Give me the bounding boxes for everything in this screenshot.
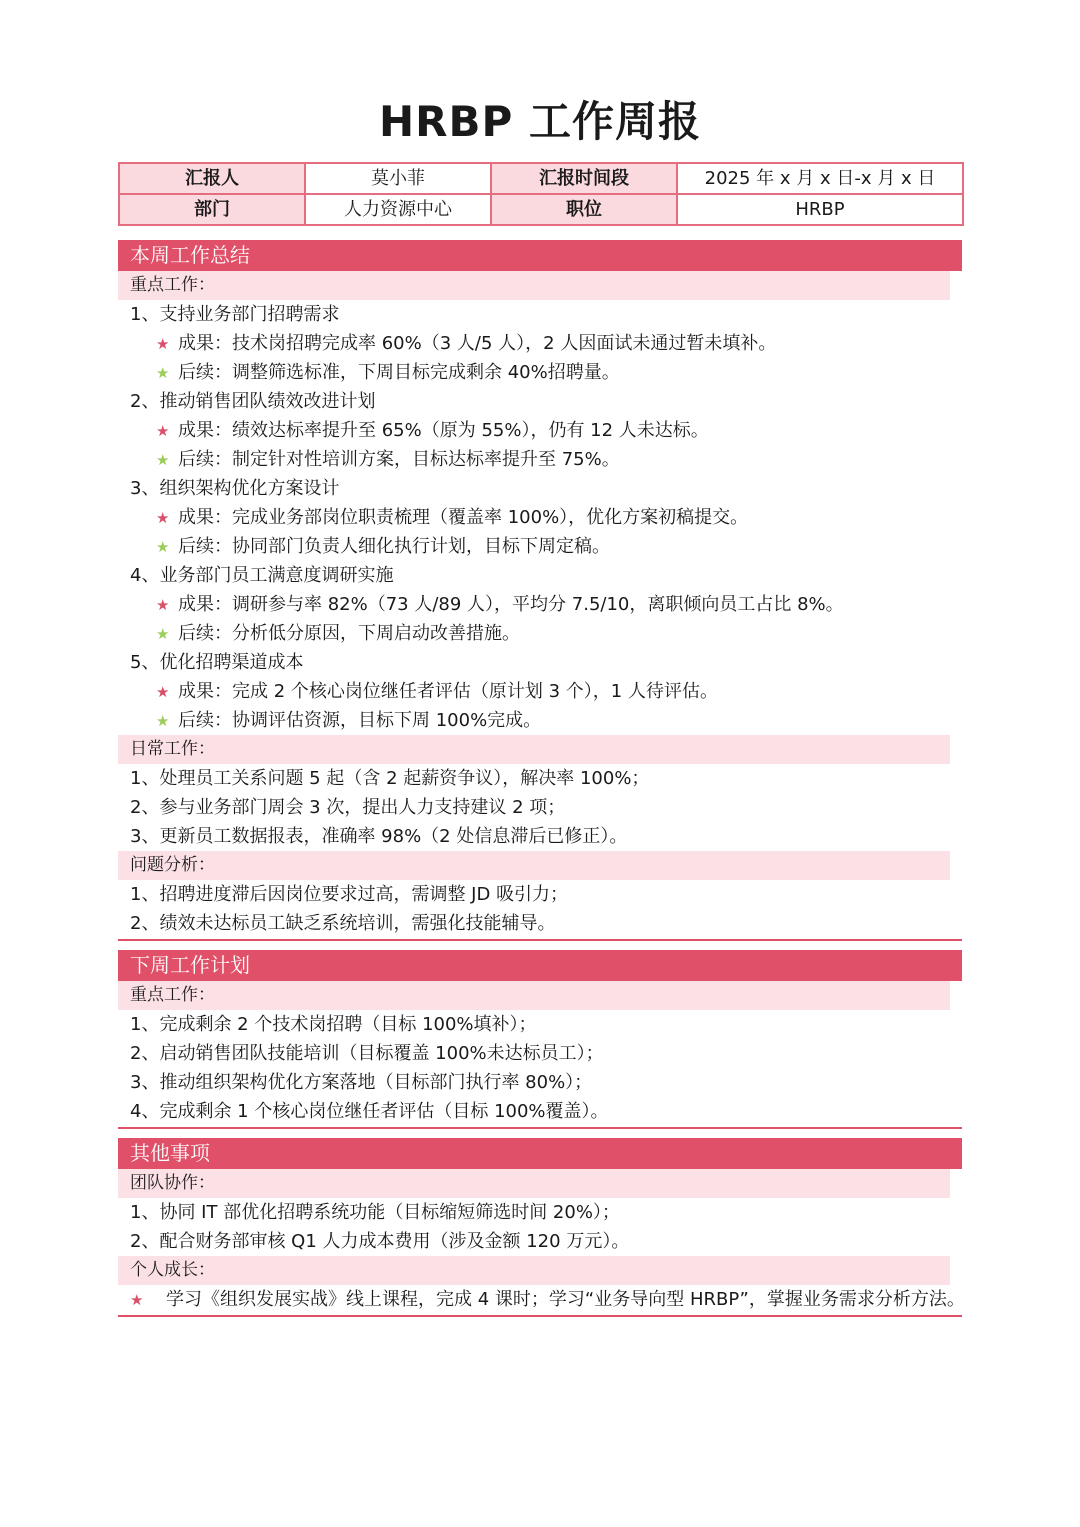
summary-item-result — [118, 503, 962, 532]
daily-label: 日常工作： — [118, 735, 950, 764]
result-text: 成果：完成业务部岗位职责梳理（覆盖率 100%），优化方案初稿提交。 — [178, 507, 749, 528]
star-icon: ★ — [156, 451, 170, 469]
plan-key-label: 重点工作： — [118, 981, 950, 1010]
star-icon: ★ — [156, 364, 170, 382]
summary-item-follow — [118, 619, 962, 648]
section-divider — [118, 1314, 962, 1317]
result-text: 成果：绩效达标率提升至 65%（原为 55%），仍有 12 人未达标。 — [178, 420, 709, 441]
follow-text: 后续：调整筛选标准，下周目标完成剩余 40%招聘量。 — [178, 362, 620, 383]
team-item: 2、配合财务部审核 Q1 人力成本费用（涉及金额 120 万元）。 — [130, 1231, 630, 1252]
star-icon: ★ — [130, 1291, 144, 1309]
growth-label: 个人成长： — [118, 1256, 950, 1285]
follow-text: 后续：协调评估资源，目标下周 100%完成。 — [178, 710, 542, 731]
issue-item: 2、绩效未达标员工缺乏系统培训，需强化技能辅导。 — [130, 913, 556, 934]
star-icon: ★ — [156, 712, 170, 730]
plan-item: 4、完成剩余 1 个核心岗位继任者评估（目标 100%覆盖）。 — [130, 1101, 609, 1122]
plan-item: 2、启动销售团队技能培训（目标覆盖 100%未达标员工）； — [130, 1043, 604, 1064]
dept-value: 人力资源中心 — [305, 194, 491, 225]
team-item: 1、协同 IT 部优化招聘系统功能（目标缩短筛选时间 20%）； — [130, 1202, 620, 1223]
summary-item-result — [118, 677, 962, 706]
daily-item: 3、更新员工数据报表，准确率 98%（2 处信息滞后已修正）。 — [130, 826, 628, 847]
other-section-header: 其他事项 — [118, 1138, 962, 1169]
issue-item: 1、招聘进度滞后因岗位要求过高，需调整 JD 吸引力； — [130, 884, 569, 905]
daily-item: 1、处理员工关系问题 5 起（含 2 起薪资争议），解决率 100%； — [130, 768, 650, 789]
summary-item-follow — [118, 532, 962, 561]
summary-item-title: 3、组织架构优化方案设计 — [130, 478, 340, 499]
reporter-value: 莫小菲 — [305, 163, 491, 194]
report-content — [118, 240, 965, 1326]
star-icon: ★ — [156, 596, 170, 614]
follow-text: 后续：制定针对性培训方案，目标达标率提升至 75%。 — [178, 449, 620, 470]
summary-item-follow — [118, 358, 962, 387]
star-icon: ★ — [156, 625, 170, 643]
position-label: 职位 — [491, 194, 677, 225]
plan-item: 1、完成剩余 2 个技术岗招聘（目标 100%填补）； — [130, 1014, 537, 1035]
period-label: 汇报时间段 — [491, 163, 677, 194]
growth-text: 学习《组织发展实战》线上课程，完成 4 课时；学习“业务导向型 HRBP”，掌握业务需求分析方法。 — [166, 1289, 965, 1310]
summary-item-title: 2、推动销售团队绩效改进计划 — [130, 391, 376, 412]
daily-item: 2、参与业务部门周会 3 次，提出人力支持建议 2 项； — [130, 797, 566, 818]
summary-item-result — [118, 329, 962, 358]
summary-section-header: 本周工作总结 — [118, 240, 962, 271]
plan-item: 3、推动组织架构优化方案落地（目标部门执行率 80%）； — [130, 1072, 593, 1093]
summary-item-result — [118, 416, 962, 445]
follow-text: 后续：分析低分原因，下周启动改善措施。 — [178, 623, 520, 644]
info-table — [118, 162, 964, 226]
result-text: 成果：技术岗招聘完成率 60%（3 人/5 人），2 人因面试未通过暂未填补。 — [178, 333, 777, 354]
section-divider — [118, 938, 962, 941]
section-divider — [118, 1126, 962, 1129]
issue-label: 问题分析： — [118, 851, 950, 880]
summary-key-label: 重点工作： — [118, 271, 950, 300]
star-icon: ★ — [156, 538, 170, 556]
growth-item — [118, 1285, 965, 1314]
star-icon: ★ — [156, 509, 170, 527]
summary-item-follow — [118, 706, 962, 735]
summary-item-follow — [118, 445, 962, 474]
result-text: 成果：调研参与率 82%（73 人/89 人），平均分 7.5/10，离职倾向员工占比 8%。 — [178, 594, 844, 615]
summary-item-title: 4、业务部门员工满意度调研实施 — [130, 565, 394, 586]
star-icon: ★ — [156, 335, 170, 353]
team-label: 团队协作： — [118, 1169, 950, 1198]
reporter-label: 汇报人 — [119, 163, 305, 194]
summary-item-title: 1、支持业务部门招聘需求 — [130, 304, 340, 325]
star-icon: ★ — [156, 422, 170, 440]
summary-item-title: 5、优化招聘渠道成本 — [130, 652, 304, 673]
info-row-2 — [119, 194, 963, 225]
position-value: HRBP — [677, 194, 963, 225]
plan-section-header: 下周工作计划 — [118, 950, 962, 981]
dept-label: 部门 — [119, 194, 305, 225]
info-row-1 — [119, 163, 963, 194]
star-icon: ★ — [156, 683, 170, 701]
follow-text: 后续：协同部门负责人细化执行计划，目标下周定稿。 — [178, 536, 610, 557]
period-value: 2025 年 x 月 x 日-x 月 x 日 — [677, 163, 963, 194]
summary-item-result — [118, 590, 962, 619]
page-title: HRBP 工作周报 — [379, 97, 701, 146]
result-text: 成果：完成 2 个核心岗位继任者评估（原计划 3 个），1 人待评估。 — [178, 681, 718, 702]
